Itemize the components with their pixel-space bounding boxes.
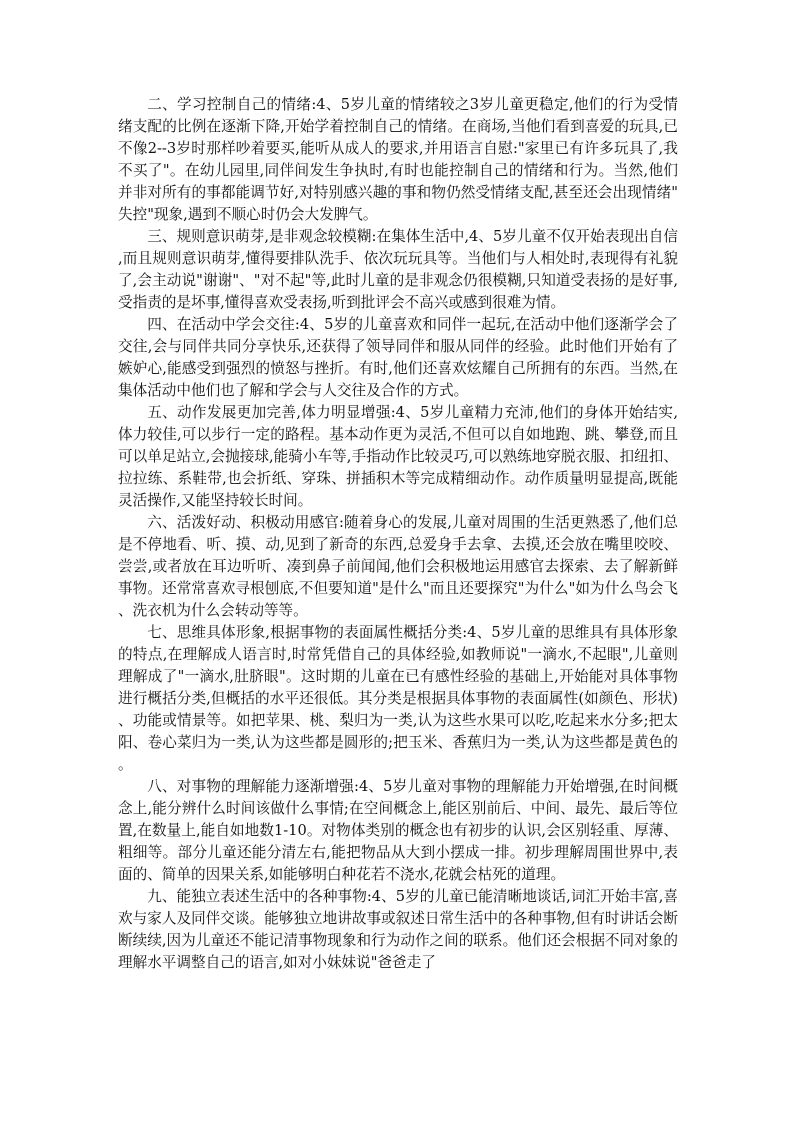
paragraph-social-interaction: 四、在活动中学会交往:4、5岁的儿童喜欢和同伴一起玩,在活动中他们逐渐学会了交往,会与同伴共同分享快乐,还获得了领导同伴和服从同伴的经验。此时他们开始有了嫉妒心,能感受到强烈的愤怒与挫折。有时,他们还喜欢炫耀自己所拥有的东西。当然,在集体活动中他们也了解和学会与人交往及合作的方式。	[118, 316, 678, 399]
paragraph-concrete-thinking: 七、思维具体形象,根据事物的表面属性概括分类:4、5岁儿童的思维具有具体形象的特点,在理解成人语言时,时常凭借自己的具体经验,如教师说"一滴水,不起眼",儿童则理解成了"一滴水,肚脐眼"。这时期的儿童在已有感性经验的基础上,开始能对具体事物进行概括分类,但概括的水平还很低。其分类是根据具体事物的表面属性(如颜色、形状)、功能或情景等。如把苹果、桃、梨归为一类,认为这些水果可以吃,吃起来水分多;把太阳、卷心菜归为一类,认为这些都是圆形的;把玉米、香蕉归为一类,认为这些都是黄色的。	[118, 624, 678, 773]
paragraph-senses-activity: 六、活泼好动、积极动用感官:随着身心的发展,儿童对周围的生活更熟悉了,他们总是不停地看、听、摸、动,见到了新奇的东西,总爱身手去拿、去摸,还会放在嘴里咬咬、尝尝,或者放在耳边听听、凑到鼻子前闻闻,他们会积极地运用感官去探索、去了解新鲜事物。还常常喜欢寻根刨底,不但要知道"是什么"而且还要探究"为什么"如为什么鸟会飞、洗衣机为什么会转动等等。	[118, 514, 678, 619]
paragraph-rules-awareness: 三、规则意识萌芽,是非观念较模糊:在集体生活中,4、5岁儿童不仅开始表现出自信,而且规则意识萌芽,懂得要排队洗手、依次玩玩具等。当他们与人相处时,表现得有礼貌了,会主动说"谢谢"、"对不起"等,此时儿童的是非观念仍很模糊,只知道受表扬的是好事,受指责的是坏事,懂得喜欢受表扬,听到批评会不高兴或感到很难为情。	[118, 228, 678, 311]
paragraph-motor-development: 五、动作发展更加完善,体力明显增强:4、5岁儿童精力充沛,他们的身体开始结实,体力较佳,可以步行一定的路程。基本动作更为灵活,不但可以自如地跑、跳、攀登,而且可以单足站立,会抛接球,能骑小车等,手指动作比较灵巧,可以熟练地穿脱衣服、扣纽扣、拉拉练、系鞋带,也会折纸、穿珠、拼插积木等完成精细动作。动作质量明显提高,既能灵活操作,又能坚持较长时间。	[118, 404, 678, 509]
document-page	[118, 94, 678, 974]
paragraph-understanding-ability: 八、对事物的理解能力逐渐增强:4、5岁儿童对事物的理解能力开始增强,在时间概念上,能分辨什么时间该做什么事情;在空间概念上,能区别前后、中间、最先、最后等位置,在数量上,能自如地数1-10。对物体类别的概念也有初步的认识,会区别轻重、厚薄、粗细等。部分儿童还能分清左右,能把物品从大到小摆成一排。初步理解周围世界中,表面的、简单的因果关系,如能够明白种花若不浇水,花就会枯死的道理。	[118, 778, 678, 883]
paragraph-emotion-control: 二、学习控制自己的情绪:4、5岁儿童的情绪较之3岁儿童更稳定,他们的行为受情绪支配的比例在逐渐下降,开始学着控制自己的情绪。在商场,当他们看到喜爱的玩具,已不像2--3岁时那样吵着要买,能听从成人的要求,并用语言自慰:"家里已有许多玩具了,我不买了"。在幼儿园里,同伴间发生争执时,有时也能控制自己的情绪和行为。当然,他们并非对所有的事都能调节好,对特别感兴趣的事和物仍然受情绪支配,甚至还会出现情绪"失控"现象,遇到不顺心时仍会大发脾气。	[118, 96, 678, 223]
paragraph-language-expression: 九、能独立表述生活中的各种事物:4、5岁的儿童已能清晰地谈话,词汇开始丰富,喜欢与家人及同伴交谈。能够独立地讲故事或叙述日常生活中的各种事物,但有时讲话会断断续续,因为儿童还不能记清事物现象和行为动作之间的联系。他们还会根据不同对象的理解水平调整自己的语言,如对小妹妹说"爸爸走了	[118, 888, 678, 971]
